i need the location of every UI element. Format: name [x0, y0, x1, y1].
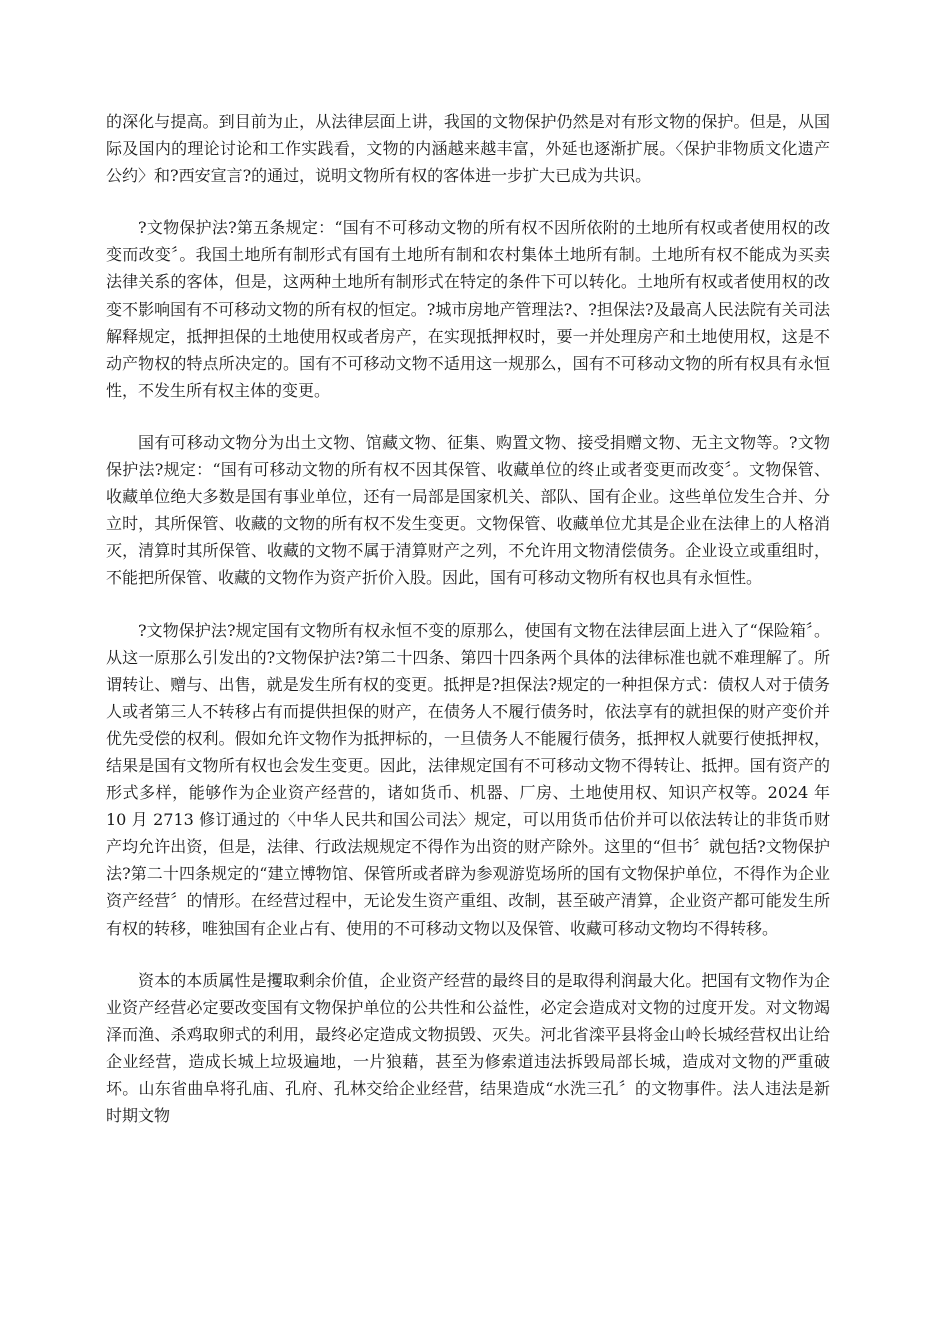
paragraph-4: ?文物保护法?规定国有文物所有权永恒不变的原那么，使国有文物在法律层面上进入了“保险箱〞。从这一原那么引发出的?文物保护法?第二十四条、第四十四条两个具体的法律标准也就不难理解了。所谓转让、赠与、出售，就是发生所有权的变更。抵押是?担保法?规定的一种担保方式：债权人对于债务人或者第三人不转移占有而提供担保的财产，在债务人不履行债务时，依法享有的就担保的财产变价并优先受偿的权利。假如允许文物作为抵押标的，一旦债务人不能履行债务，抵押权人就要行使抵押权，结果是国有文物所有权也会发生变更。因此，法律规定国有不可移动文物不得转让、抵押。国有资产的形式多样，能够作为企业资产经营的，诸如货币、机器、厂房、土地使用权、知识产权等。2024 年 10 月 2713 修订通过的〈中华人民共和国公司法〉规定，可以用货币估价并可以依法转让的非货币财产均允许出资，但是，法律、行政法规规定不得作为出资的财产除外。这里的“但书〞就包括?文物保护法?第二十四条规定的“建立博物馆、保管所或者辟为参观游览场所的国有文物保护单位，不得作为企业资产经营〞的情形。在经营过程中，无论发生资产重组、改制，甚至破产清算，企业资产都可能发生所有权的转移，唯独国有企业占有、使用的不可移动文物以及保管、收藏可移动文物均不得转移。 [106, 620, 830, 938]
paragraph-2: ?文物保护法?第五条规定：“国有不可移动文物的所有权不因所依附的土地所有权或者使用权的改变而改变〞。我国土地所有制形式有国有土地所有制和农村集体土地所有制。土地所有权不能成为买卖法律关系的客体，但是，这两种土地所有制形式在特定的条件下可以转化。土地所有权或者使用权的改变不影响国有不可移动文物的所有权的恒定。?城市房地产管理法?、?担保法?及最高人民法院有关司法解释规定，抵押担保的土地使用权或者房产，在实现抵押权时，要一并处理房产和土地使用权，这是不动产物权的特点所决定的。国有不可移动文物不适用这一规那么，国有不可移动文物的所有权具有永恒性，不发生所有权主体的变更。 [106, 218, 830, 400]
paragraph-5: 资本的本质属性是攫取剩余价值，企业资产经营的最终目的是取得利润最大化。把国有文物作为企业资产经营必定要改变国有文物保护单位的公共性和公益性，必定会造成对文物的过度开发。对文物竭泽而渔、杀鸡取卵式的利用，最终必定造成文物损毁、灭失。河北省滦平县将金山岭长城经营权出让给企业经营，造成长城上垃圾遍地，一片狼藉，甚至为修索道违法拆毁局部长城，造成对文物的严重破坏。山东省曲阜将孔庙、孔府、孔林交给企业经营，结果造成“水洗三孔〞的文物事件。法人违法是新时期文物 [106, 970, 830, 1126]
document-page [106, 108, 830, 1154]
paragraph-3: 国有可移动文物分为出土文物、馆藏文物、征集、购置文物、接受捐赠文物、无主文物等。?文物保护法?规定：“国有可移动文物的所有权不因其保管、收藏单位的终止或者变更而改变〞。文物保管、收藏单位绝大多数是国有事业单位，还有一局部是国家机关、部队、国有企业。这些单位发生合并、分立时，其所保管、收藏的文物的所有权不发生变更。文物保管、收藏单位尤其是企业在法律上的人格消灭，清算时其所保管、收藏的文物不属于清算财产之列，不允许用文物清偿债务。企业设立或重组时，不能把所保管、收藏的文物作为资产折价入股。因此，国有可移动文物所有权也具有永恒性。 [106, 432, 830, 588]
paragraph-1: 的深化与提高。到目前为止，从法律层面上讲，我国的文物保护仍然是对有形文物的保护。但是，从国际及国内的理论讨论和工作实践看，文物的内涵越来越丰富，外延也逐渐扩展。〈保护非物质文化遗产公约〉和?西安宣言?的通过，说明文物所有权的客体进一步扩大已成为共识。 [106, 112, 830, 186]
